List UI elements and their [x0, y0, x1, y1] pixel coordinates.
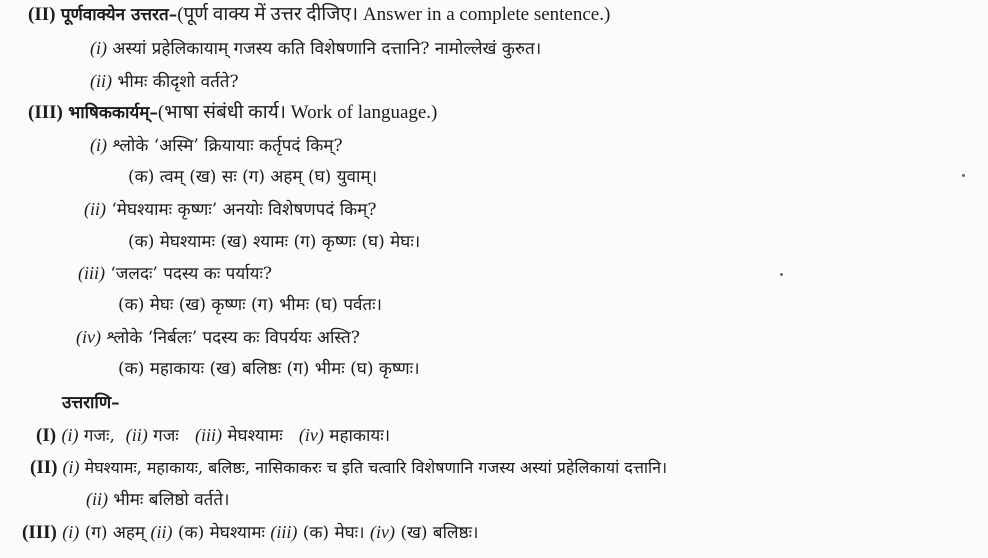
- section-2-heading: [28, 4, 610, 26]
- question-text: अस्यां प्रहेलिकायाम् गजस्य कति विशेषणानि दत्तानि? नामोल्लेखं कुरुत।: [112, 39, 542, 59]
- answer-text: गजः: [153, 426, 179, 446]
- sub-number: (ii): [86, 489, 108, 509]
- section-note: (भाषा संबंधी कार्य। Work of language.): [157, 102, 438, 123]
- sub-number: (ii): [150, 522, 173, 542]
- sub-number: (iv): [298, 425, 324, 445]
- answer-text: (ख) बलिष्ठः।: [400, 523, 479, 543]
- section-number: (II): [28, 4, 56, 25]
- answer-text: महाकायः।: [329, 426, 391, 446]
- answer-text: भीमः बलिष्ठो वर्तते।: [113, 490, 230, 510]
- question-text: ‘मेघश्यामः कृष्णः’ अनयोः विशेषणपदं किम्?: [111, 200, 377, 220]
- sub-number: (i): [62, 457, 80, 477]
- options-3-2: (क) मेघश्यामः (ख) श्यामः (ग) कृष्णः (घ) मेघः।: [128, 232, 421, 252]
- answer-2-1: [30, 456, 667, 479]
- section-number: (III): [28, 102, 63, 123]
- question-number: (ii): [84, 199, 106, 219]
- answer-text: मेघश्यामः, महाकायः, बलिष्ठः, नासिकाकरः च इति चत्वारि विशेषणानि गजस्य अस्यां प्रहेलिकायां दत्तानि।: [84, 458, 668, 477]
- question-3-4: [76, 326, 360, 349]
- answer-text: गजः,: [83, 426, 115, 446]
- section-title: भाषिककार्यम्: [68, 103, 150, 123]
- sub-number: (i): [62, 522, 80, 542]
- answers-heading: उत्तराणि–: [62, 393, 120, 413]
- question-number: (iii): [78, 263, 105, 283]
- scan-speck: [780, 273, 783, 276]
- dash: –: [149, 103, 158, 123]
- options-3-3: (क) मेघः (ख) कृष्णः (ग) भीमः (घ) पर्वतः।: [118, 295, 382, 315]
- question-number: (iv): [76, 327, 101, 347]
- sub-number: (i): [61, 425, 79, 445]
- question-2-2: [90, 70, 239, 93]
- sub-number: (iii): [194, 425, 222, 445]
- answer-text: मेघश्यामः: [227, 426, 283, 446]
- question-text: श्लोके ‘निर्बलः’ पदस्य कः विपर्ययः अस्ति?: [106, 328, 360, 348]
- question-text: श्लोके ‘अस्मि’ क्रियायाः कर्तृपदं किम्?: [112, 136, 343, 156]
- section-note: (पूर्ण वाक्य में उत्तर दीजिए। Answer in a complete sentence.): [177, 4, 611, 25]
- options-3-1: (क) त्वम् (ख) सः (ग) अहम् (घ) युवाम्।: [128, 167, 378, 187]
- answer-text: (क) मेघश्यामः: [177, 523, 265, 543]
- answer-text: (क) मेघः।: [302, 523, 365, 543]
- scan-speck: [962, 174, 965, 177]
- question-2-1: [90, 37, 541, 60]
- question-number: (i): [90, 135, 107, 155]
- question-3-2: [84, 198, 376, 221]
- section-title: पूर्णवाक्येन उत्तरत: [60, 5, 169, 25]
- section-3-heading: [28, 102, 437, 124]
- sub-number: (iii): [270, 522, 298, 542]
- question-number: (i): [90, 38, 107, 58]
- question-3-3: [78, 262, 272, 285]
- dash: –: [168, 5, 178, 25]
- answer-number: (II): [30, 457, 58, 478]
- answer-2-2: [86, 488, 230, 511]
- sub-number: (ii): [125, 425, 148, 445]
- options-3-4: (क) महाकायः (ख) बलिष्ठः (ग) भीमः (घ) कृष्णः।: [118, 359, 420, 379]
- question-number: (ii): [90, 71, 112, 91]
- answer-1: [36, 424, 390, 447]
- answer-text: (ग) अहम्: [84, 523, 146, 543]
- answer-number: (I): [36, 425, 57, 446]
- sub-number: (iv): [369, 522, 395, 542]
- question-text: ‘जलदः’ पदस्य कः पर्यायः?: [110, 264, 272, 284]
- question-text: भीमः कीदृशो वर्तते?: [117, 72, 239, 92]
- answer-number: (III): [22, 522, 57, 543]
- question-3-1: [90, 134, 343, 157]
- answer-3: [22, 521, 478, 544]
